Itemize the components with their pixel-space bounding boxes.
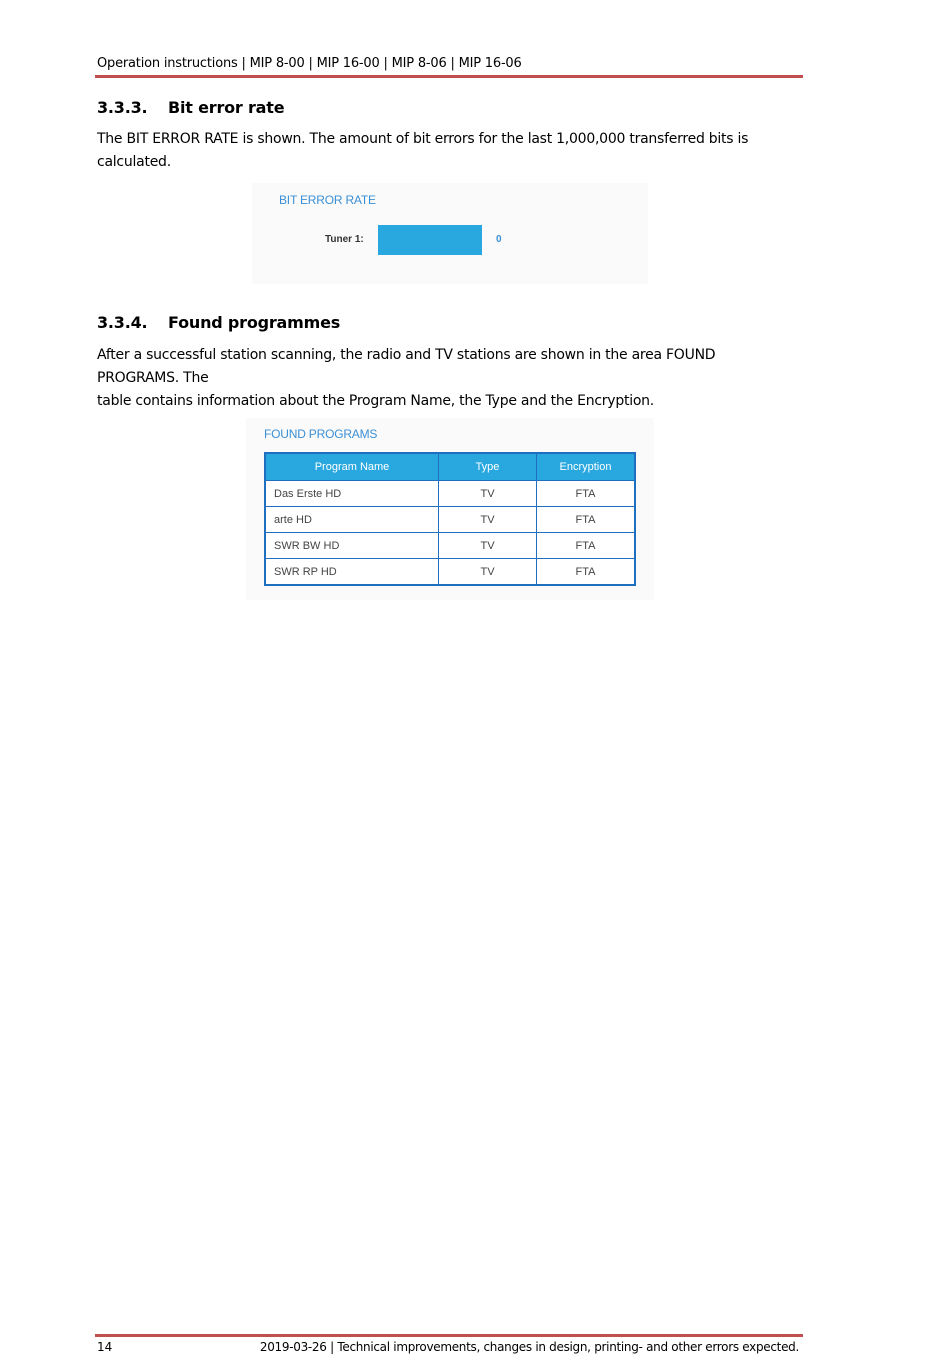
found-programs-panel — [246, 418, 654, 600]
section-title: Bit error rate — [168, 98, 285, 117]
column-header-type[interactable]: Type — [439, 453, 537, 481]
footer-rule — [95, 1334, 803, 1337]
encryption-cell: FTA — [537, 533, 636, 559]
bit-error-rate-panel — [252, 183, 648, 284]
found-programs-table — [264, 452, 636, 586]
paragraph-line: After a successful station scanning, the radio and TV stations are shown in the area FOUND PROGRAMS. The — [97, 347, 716, 386]
table-header-row — [265, 453, 635, 481]
bit-error-rate-paragraph: The BIT ERROR RATE is shown. The amount of bit errors for the last 1,000,000 transferred bits is calculated. — [97, 131, 749, 170]
footer-note: 2019-03-26 | Technical improvements, changes in design, printing- and other errors expected. — [259, 1340, 799, 1354]
program-name-cell: arte HD — [265, 507, 439, 533]
table-row[interactable] — [265, 559, 635, 586]
section-number: 3.3.3. — [97, 98, 148, 117]
program-name-cell: Das Erste HD — [265, 481, 439, 507]
encryption-cell: FTA — [537, 559, 636, 586]
type-cell: TV — [439, 507, 537, 533]
encryption-cell: FTA — [537, 507, 636, 533]
section-heading-bit-error-rate — [97, 98, 284, 117]
header-rule — [95, 75, 803, 78]
table-row[interactable] — [265, 481, 635, 507]
column-header-program-name[interactable]: Program Name — [265, 453, 439, 481]
section-number: 3.3.4. — [97, 313, 148, 332]
tuner-label: Tuner 1: — [325, 234, 364, 245]
found-programmes-paragraph — [97, 344, 797, 413]
column-header-encryption[interactable]: Encryption — [537, 453, 636, 481]
program-name-cell: SWR BW HD — [265, 533, 439, 559]
table-row[interactable] — [265, 507, 635, 533]
type-cell: TV — [439, 559, 537, 586]
page-header: Operation instructions | MIP 8-00 | MIP 16-00 | MIP 8-06 | MIP 16-06 — [97, 56, 522, 71]
section-title: Found programmes — [168, 313, 341, 332]
page-number: 14 — [97, 1340, 113, 1354]
type-cell: TV — [439, 481, 537, 507]
section-heading-found-programmes — [97, 313, 340, 332]
type-cell: TV — [439, 533, 537, 559]
bit-error-rate-value: 0 — [496, 234, 502, 245]
table-row[interactable] — [265, 533, 635, 559]
paragraph-line: table contains information about the Program Name, the Type and the Encryption. — [97, 393, 654, 409]
bit-error-rate-bar — [378, 225, 482, 255]
encryption-cell: FTA — [537, 481, 636, 507]
panel-title: FOUND PROGRAMS — [264, 427, 378, 441]
panel-title: BIT ERROR RATE — [279, 193, 376, 207]
program-name-cell: SWR RP HD — [265, 559, 439, 586]
